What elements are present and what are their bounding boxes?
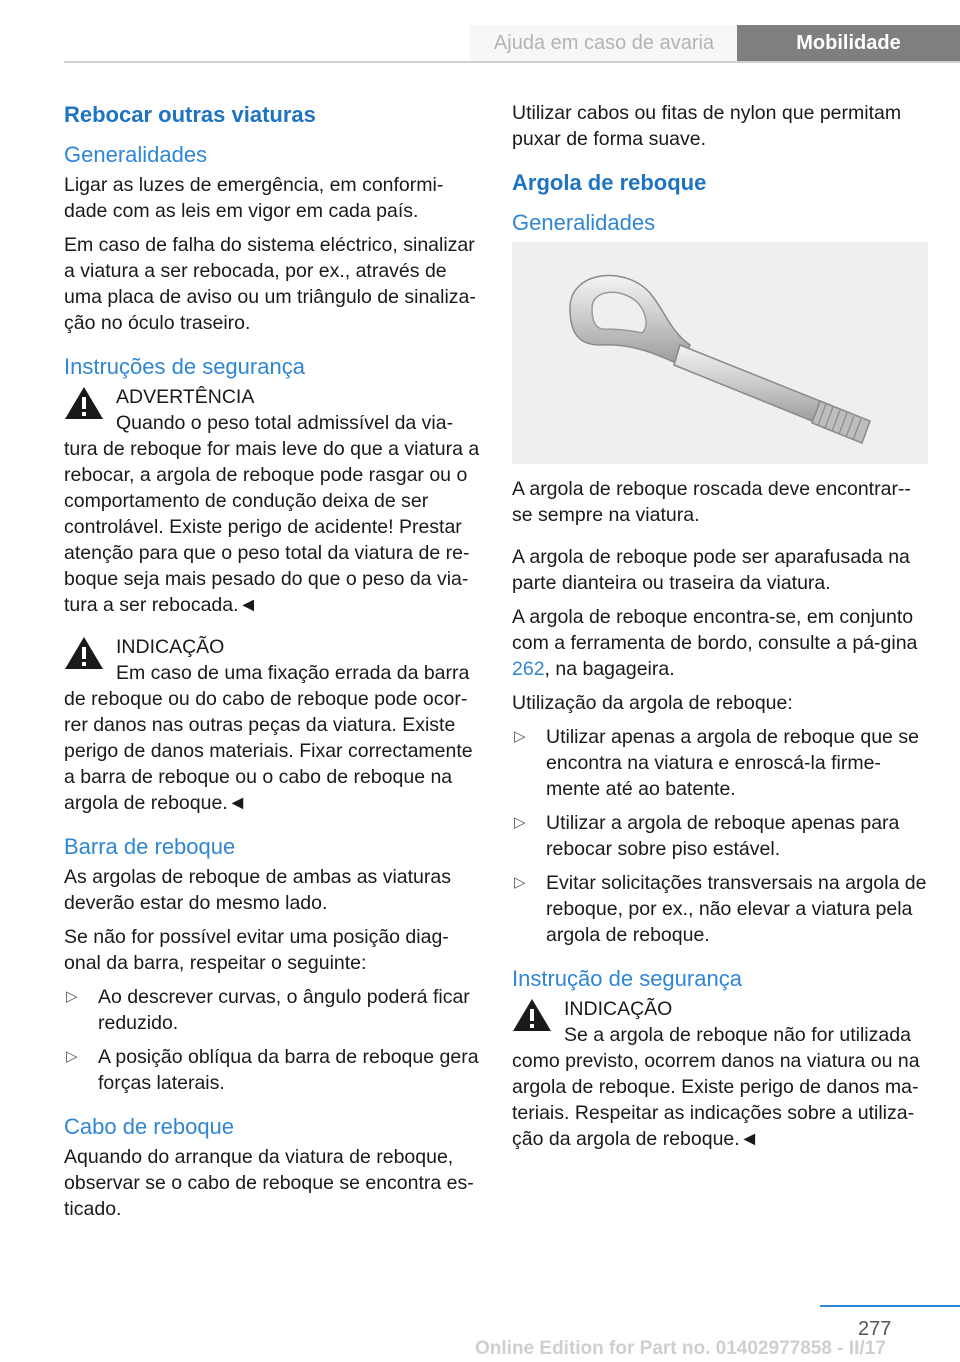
warning-triangle-icon bbox=[64, 386, 104, 420]
heading-safety: Instrução de segurança bbox=[512, 966, 742, 991]
header-chapter-tab[interactable]: Mobilidade bbox=[737, 25, 960, 62]
bullet-arrow-icon: ▷ bbox=[66, 988, 78, 1005]
heading-tow-bar: Barra de reboque bbox=[64, 834, 236, 859]
page-number: 277 bbox=[858, 1318, 892, 1340]
warning-label: ADVERTÊNCIA bbox=[116, 386, 255, 408]
warning-block bbox=[64, 384, 480, 618]
paragraph: Aquando do arranque da viatura de reboque, observar se o cabo de reboque se encontra es-ticado. bbox=[64, 1146, 474, 1220]
heading-tow-cable: Cabo de reboque bbox=[64, 1114, 235, 1139]
bullet-list bbox=[64, 984, 480, 1096]
notice-text: Em caso de uma fixação errada da barra de reboque ou do cabo de reboque pode ocor-rer danos nas outras peças da viatura. Existe perigo de danos materiais. Fixar correctamente a barra de reboque ou o cabo de reboque na argola de reboque.◄ bbox=[64, 662, 473, 814]
edition-watermark: Online Edition for Part no. 01402977858 - II/17 bbox=[475, 1338, 886, 1359]
paragraph: Se não for possível evitar uma posição diag-onal da barra, respeitar o seguinte: bbox=[64, 926, 449, 974]
header-divider bbox=[64, 61, 960, 63]
paragraph: A argola de reboque pode ser aparafusada na parte dianteira ou traseira da viatura. bbox=[512, 546, 910, 594]
list-item: ▷ Utilizar a argola de reboque apenas para rebocar sobre piso estável. bbox=[514, 812, 900, 860]
notice-label: INDICAÇÃO bbox=[116, 636, 225, 658]
paragraph: Utilizar cabos ou fitas de nylon que permitam puxar de forma suave. bbox=[512, 102, 902, 150]
paragraph: A argola de reboque encontra-se, em conjunto com a ferramenta de bordo, consulte a pá-gina 262, na bagageira. bbox=[512, 606, 918, 680]
heading-general: Generalidades bbox=[512, 210, 656, 235]
paragraph: Utilização da argola de reboque: bbox=[512, 692, 793, 714]
section-title-tow-eye: Argola de reboque bbox=[512, 170, 707, 195]
tow-eye-illustration bbox=[530, 253, 910, 453]
paragraph: A argola de reboque roscada deve encontrar--se sempre na viatura. bbox=[512, 478, 911, 526]
section-title-towing: Rebocar outras viaturas bbox=[64, 102, 316, 127]
list-item: ▷ Utilizar apenas a argola de reboque que se encontra na viatura e enroscá-la firme-mente até ao batente. bbox=[514, 726, 919, 800]
notice-block bbox=[512, 996, 930, 1152]
header-section: Ajuda em caso de avaria bbox=[470, 25, 738, 62]
warning-triangle-icon bbox=[64, 636, 104, 670]
left-column bbox=[64, 100, 480, 1230]
paragraph: As argolas de reboque de ambas as viaturas deverão estar do mesmo lado. bbox=[64, 866, 451, 914]
list-item: ▷ Ao descrever curvas, o ângulo poderá ficar reduzido. bbox=[66, 986, 470, 1034]
paragraph: Ligar as luzes de emergência, em conformi-dade com as leis em vigor em cada país. bbox=[64, 174, 444, 222]
bullet-arrow-icon: ▷ bbox=[514, 814, 526, 831]
paragraph: Em caso de falha do sistema eléctrico, sinalizar a viatura a ser rebocada, por ex., através de uma placa de aviso ou um triângulo de sinaliza-ção no óculo traseiro. bbox=[64, 234, 476, 334]
bullet-arrow-icon: ▷ bbox=[514, 728, 526, 745]
page-link[interactable]: 262 bbox=[512, 658, 545, 680]
footer-divider bbox=[820, 1305, 960, 1307]
notice-block bbox=[64, 634, 480, 816]
right-column bbox=[512, 100, 930, 1160]
warning-text: Quando o peso total admissível da via-tura de reboque for mais leve do que a viatura a rebocar, a argola de reboque pode rasgar ou o comportamento de condução deixa de ser controlável. Existe perigo de acidente! Prestar atenção para que o peso total da viatura de re-boque seja mais pesado do que o peso da via-tura a ser rebocada.◄ bbox=[64, 412, 480, 616]
list-item: ▷ A posição oblíqua da barra de reboque gera forças laterais. bbox=[66, 1046, 479, 1094]
heading-safety: Instruções de segurança bbox=[64, 354, 305, 379]
notice-label: INDICAÇÃO bbox=[564, 998, 673, 1020]
bullet-arrow-icon: ▷ bbox=[66, 1048, 78, 1065]
heading-general: Generalidades bbox=[64, 142, 208, 167]
warning-triangle-icon bbox=[512, 998, 552, 1032]
bullet-arrow-icon: ▷ bbox=[514, 874, 526, 891]
tow-eye-image bbox=[512, 242, 928, 464]
bullet-list bbox=[512, 724, 930, 948]
notice-text: Se a argola de reboque não for utilizada como previsto, ocorrem danos na viatura ou na argola de reboque. Existe perigo de danos ma-teriais. Respeitar as indicações sobre a utiliza-ção da argola de reboque.◄ bbox=[512, 1024, 920, 1150]
list-item: ▷ Evitar solicitações transversais na argola de reboque, por ex., não elevar a viatura pela argola de reboque. bbox=[514, 872, 927, 946]
